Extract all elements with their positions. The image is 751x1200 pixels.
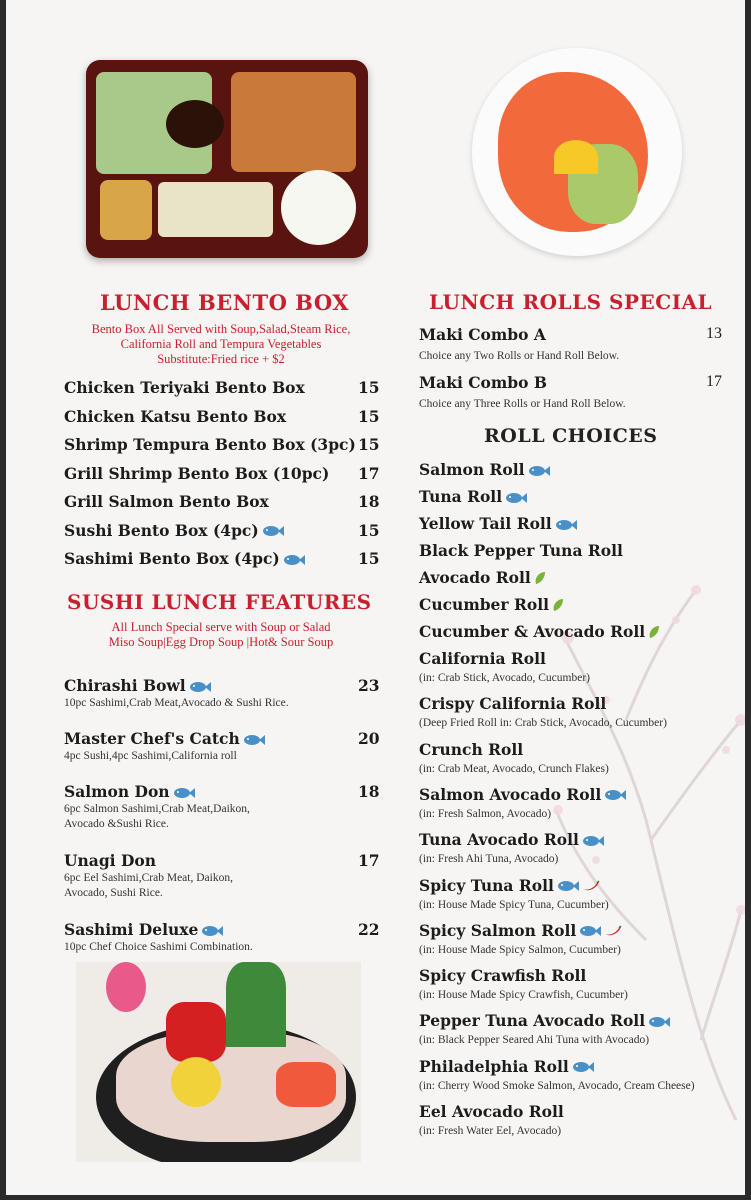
bento-item [64, 407, 286, 426]
bento-item-name: Grill Salmon Bento Box [64, 492, 269, 511]
roll-choice-name: Pepper Tuna Avocado Roll [419, 1011, 646, 1031]
leaf-icon [534, 570, 546, 589]
leaf-icon [552, 597, 564, 616]
bento-item-name: Chicken Teriyaki Bento Box [64, 378, 305, 397]
bento-item [64, 492, 269, 511]
sushi-item [64, 676, 211, 697]
roll-choice-item [419, 830, 604, 851]
roll-choice-item [419, 514, 577, 535]
fish-icon [579, 922, 601, 941]
roll-choice-item [419, 541, 623, 560]
roll-choice-item [419, 694, 606, 713]
sushi-item [64, 782, 195, 803]
bento-item [64, 464, 329, 483]
bento-subtitle-line: California Roll and Tempura Vegetables [120, 337, 322, 351]
sushi-item-name: Unagi Don [64, 851, 157, 870]
combo-desc: Choice any Two Rolls or Hand Roll Below. [419, 350, 620, 362]
fish-icon [604, 786, 626, 805]
bento-item-name: Chicken Katsu Bento Box [64, 406, 287, 426]
sushi-item-name: Sashimi Deluxe [64, 920, 199, 939]
roll-choice-desc: (in: Crab Stick, Avocado, Cucumber) [419, 672, 590, 684]
fish-icon [557, 877, 579, 896]
fish-icon [201, 922, 223, 941]
roll-choice-desc: (in: Fresh Water Eel, Avocado) [419, 1125, 562, 1137]
bento-item-name: Shrimp Tempura Bento Box (3pc) [64, 435, 356, 454]
fish-icon [528, 462, 550, 481]
roll-choice-desc: (in: House Made Spicy Salmon, Cucumber) [419, 943, 621, 956]
roll-choice-item [419, 595, 564, 616]
fish-icon [572, 1058, 594, 1077]
bento-subtitle-line: Bento Box All Served with Soup,Salad,Steam Rice, [91, 322, 351, 336]
roll-choice-desc: (in: Crab Meat, Avocado, Crunch Flakes) [419, 762, 609, 775]
bento-item [64, 435, 356, 454]
bento-item [64, 378, 305, 397]
roll-choice-item [419, 1011, 670, 1032]
sushi-item-desc: 4pc Sushi,4pc Sashimi,California roll [64, 750, 237, 762]
roll-choice-item [419, 876, 600, 897]
bento-box-photo [86, 60, 368, 258]
fish-icon [505, 489, 527, 508]
fish-icon [173, 784, 195, 803]
pepper-icon [582, 877, 600, 896]
roll-choice-desc: (in: Black Pepper Seared Ahi Tuna with Avocado) [419, 1034, 650, 1047]
roll-choice-item [419, 1102, 564, 1121]
sushi-item [64, 851, 156, 870]
roll-choice-name: Tuna Roll [419, 487, 503, 506]
bento-item-price: 15 [358, 549, 380, 568]
sushi-item-desc: 10pc Chef Choice Sashimi Combination. [64, 941, 253, 953]
fish-icon [262, 522, 284, 541]
bento-item [64, 549, 305, 570]
bento-item-price: 15 [358, 406, 380, 426]
sushi-subtitle-line: All Lunch Special serve with Soup or Salad [111, 620, 331, 634]
roll-choice-item [419, 1057, 594, 1078]
combo-name: Maki Combo B [419, 373, 547, 392]
roll-choice-name: Salmon Roll [419, 460, 525, 479]
bento-item-price: 18 [358, 492, 380, 511]
sushi-item-name: Salmon Don [64, 782, 170, 801]
roll-choice-name: Eel Avocado Roll [419, 1102, 564, 1121]
bento-item-price: 15 [358, 520, 380, 540]
sushi-item-desc: 6pc Eel Sashimi,Crab Meat, Daikon, [64, 872, 233, 884]
bento-item-price: 15 [358, 435, 380, 454]
sushi-item-desc: 6pc Salmon Sashimi,Crab Meat,Daikon, [64, 803, 250, 815]
fish-icon [582, 832, 604, 851]
combo-desc: Choice any Three Rolls or Hand Roll Below. [419, 398, 626, 410]
sushi-item-price: 17 [358, 851, 380, 870]
roll-choice-item [419, 460, 550, 481]
menu-page [6, 0, 745, 1195]
sushi-item-name: Master Chef's Catch [64, 729, 240, 748]
roll-choice-item [419, 740, 523, 759]
roll-choice-desc: (in: House Made Spicy Crawfish, Cucumber) [419, 989, 628, 1002]
bento-section-title: LUNCH BENTO BOX [100, 290, 350, 315]
sashimi-platter-photo [76, 962, 361, 1162]
roll-choice-name: Crispy California Roll [419, 694, 607, 714]
sushi-item-price: 23 [358, 676, 380, 695]
roll-choice-desc: (in: Cherry Wood Smoke Salmon, Avocado, Cream Cheese) [419, 1079, 695, 1092]
combo-price: 13 [706, 325, 722, 342]
fish-icon [189, 678, 211, 697]
roll-choice-item [419, 921, 622, 942]
roll-choice-desc: (Deep Fried Roll in: Crab Stick, Avocado, Cucumber) [419, 717, 667, 730]
roll-choice-desc: (in: Fresh Salmon, Avocado) [419, 807, 552, 820]
sushi-section-title: SUSHI LUNCH FEATURES [67, 590, 372, 614]
fish-icon [648, 1013, 670, 1032]
sushi-item-name: Chirashi Bowl [64, 676, 186, 695]
bento-item-price: 17 [358, 463, 380, 483]
roll-choice-name: Yellow Tail Roll [419, 514, 552, 533]
bento-item-name: Sashimi Bento Box (4pc) [64, 549, 280, 568]
combo-price: 17 [706, 373, 722, 390]
roll-choice-item [419, 568, 546, 589]
roll-choice-item [419, 487, 527, 508]
bento-item-price: 15 [358, 378, 380, 397]
roll-choice-name: Black Pepper Tuna Roll [419, 541, 623, 560]
sushi-subtitle-line: Miso Soup|Egg Drop Soup |Hot& Sour Soup [108, 635, 334, 649]
roll-choice-name: Avocado Roll [419, 568, 531, 587]
roll-choice-name: Salmon Avocado Roll [419, 784, 602, 804]
roll-choice-item [419, 966, 586, 985]
sushi-item-desc: Avocado, Sushi Rice. [64, 887, 163, 899]
leaf-icon [648, 624, 660, 643]
pepper-icon [604, 922, 622, 941]
roll-choice-name: Philadelphia Roll [419, 1056, 569, 1076]
roll-choice-name: Spicy Crawfish Roll [419, 966, 587, 986]
roll-choice-name: Spicy Salmon Roll [419, 920, 577, 940]
roll-choices-title: ROLL CHOICES [484, 425, 658, 447]
sushi-item-price: 20 [358, 729, 380, 748]
rolls-special-title: LUNCH ROLLS SPECIAL [429, 290, 713, 314]
roll-choice-name: Tuna Avocado Roll [419, 830, 579, 850]
combo-name: Maki Combo A [419, 325, 546, 344]
sushi-item-price: 18 [358, 782, 380, 801]
fish-icon [243, 731, 265, 750]
bento-subtitle [46, 322, 396, 367]
fish-icon [555, 516, 577, 535]
bento-item [64, 521, 284, 542]
roll-choice-item [419, 785, 626, 806]
roll-choice-name: Cucumber Roll [419, 595, 549, 614]
sushi-item [64, 729, 265, 750]
sushi-item-desc: 10pc Sashimi,Crab Meat,Avocado & Sushi Rice. [64, 697, 289, 709]
roll-choice-item [419, 649, 546, 668]
sushi-item-price: 22 [358, 920, 380, 939]
roll-choice-name: California Roll [419, 649, 546, 668]
sushi-subtitle [46, 620, 396, 650]
bento-item-name: Sushi Bento Box (4pc) [64, 520, 259, 540]
roll-choice-desc: (in: Fresh Ahi Tuna, Avocado) [419, 853, 559, 866]
sushi-item-desc: Avocado &Sushi Rice. [64, 818, 169, 830]
roll-choice-name: Spicy Tuna Roll [419, 875, 554, 895]
roll-choice-name: Crunch Roll [419, 739, 524, 759]
salmon-sashimi-photo [472, 48, 682, 256]
fish-icon [283, 551, 305, 570]
bento-subtitle-line: Substitute:Fried rice + $2 [157, 352, 285, 366]
bento-item-name: Grill Shrimp Bento Box (10pc) [64, 463, 330, 483]
roll-choice-name: Cucumber & Avocado Roll [419, 622, 646, 641]
sushi-item [64, 920, 223, 941]
roll-choice-item [419, 622, 660, 643]
roll-choice-desc: (in: House Made Spicy Tuna, Cucumber) [419, 898, 609, 911]
